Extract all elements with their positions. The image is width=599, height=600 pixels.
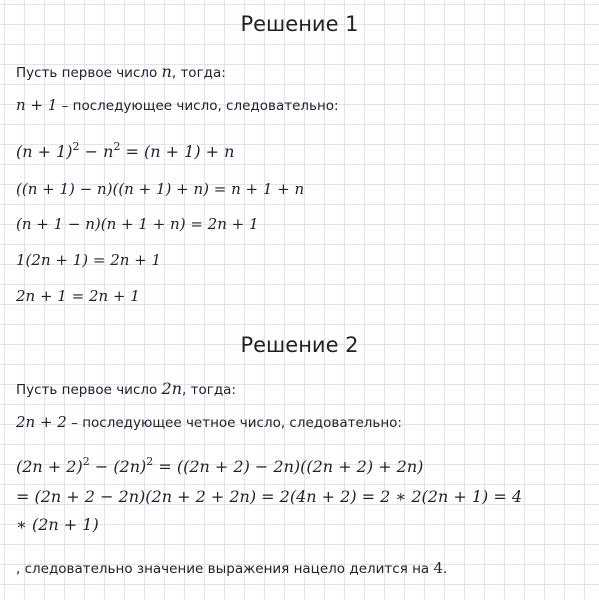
intro-variable: n — [161, 62, 172, 81]
equation-exponent: 2 — [72, 140, 80, 153]
solution-2-equation-3: ∗ (2n + 1) — [16, 515, 99, 534]
conclusion-number: 4 — [433, 559, 444, 577]
equation-part: − n — [79, 142, 114, 161]
solution-1-equation-4: 1(2n + 1) = 2n + 1 — [16, 251, 162, 269]
solution-1-equation-3: (n + 1 − n)(n + 1 + n) = 2n + 1 — [16, 215, 259, 233]
solution-2-conclusion — [16, 559, 447, 577]
next-number-text: – последующее четное число, следовательно: — [66, 415, 402, 431]
intro-tail: , тогда: — [182, 382, 236, 398]
solution-1-equation-2: ((n + 1) − n)((n + 1) + n) = n + 1 + n — [16, 180, 305, 198]
equation-part: (n + 1) — [16, 142, 73, 161]
intro-text: Пусть первое число — [16, 382, 162, 398]
equation-exponent: 2 — [82, 455, 90, 468]
next-number-text: – последующее число, следовательно: — [57, 98, 339, 114]
equation-exponent: 2 — [146, 455, 154, 468]
conclusion-text: , следовательно значение выражения нацело делится на — [16, 561, 434, 577]
intro-variable: 2n — [161, 379, 183, 398]
equation-exponent: 2 — [113, 140, 121, 153]
conclusion-end: . — [443, 561, 448, 577]
solution-1-next-number — [16, 96, 339, 114]
equation-part: − (2n) — [89, 457, 147, 476]
solution-1-equation-1 — [16, 142, 234, 161]
intro-tail: , тогда: — [171, 65, 226, 81]
solution-1-intro — [16, 62, 226, 81]
solution-2-equation-1 — [16, 457, 423, 476]
solution-2-heading: Решение 2 — [240, 333, 359, 357]
solution-2-equation-2: = (2n + 2 − 2n)(2n + 2 + 2n) = 2(4n + 2) = 2 ∗ 2(2n + 1) = 4 — [16, 487, 523, 506]
equation-part: = (n + 1) + n — [120, 142, 235, 161]
solution-2-next-number — [16, 413, 402, 431]
solution-1-heading: Решение 1 — [240, 12, 359, 36]
solution-1-equation-5: 2n + 1 = 2n + 1 — [16, 287, 140, 305]
next-number-expression: n + 1 — [16, 96, 58, 114]
intro-text: Пусть первое число — [16, 65, 162, 81]
equation-part: = ((2n + 2) − 2n)((2n + 2) + 2n) — [153, 457, 424, 476]
next-number-expression: 2n + 2 — [16, 413, 67, 431]
equation-part: (2n + 2) — [16, 457, 83, 476]
solution-2-intro — [16, 379, 236, 398]
